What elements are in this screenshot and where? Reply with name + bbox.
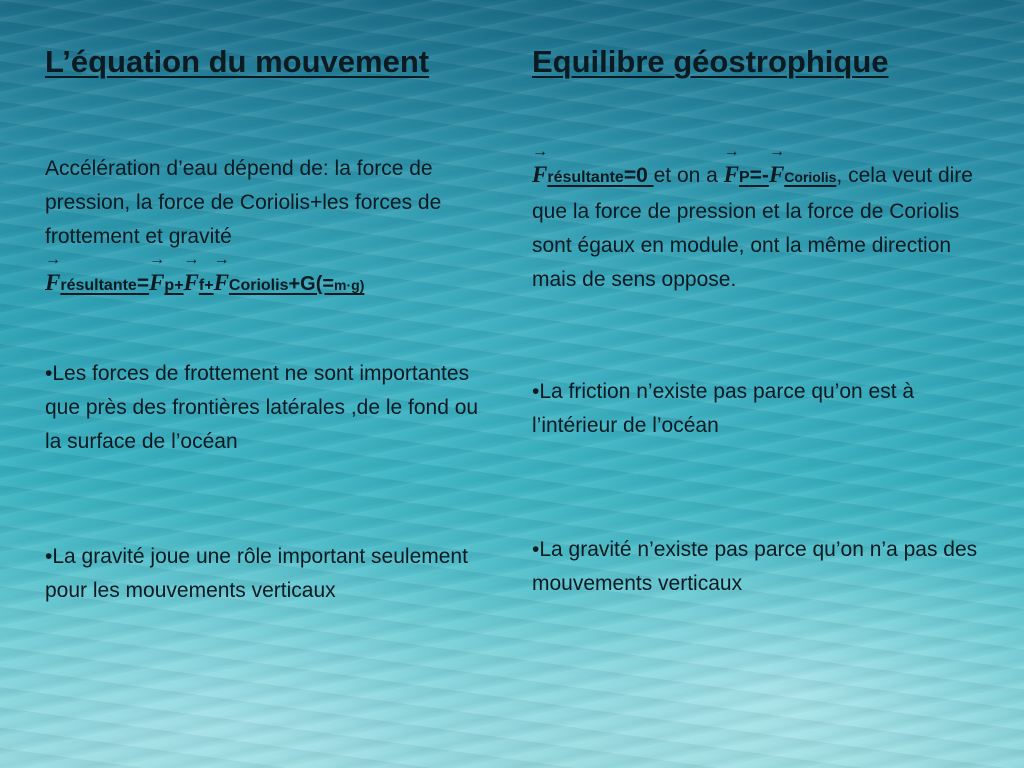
left-column-title: L’équation du mouvement (45, 44, 430, 79)
resultant-subscript-right: résultante (547, 169, 624, 186)
right-intro-text (532, 158, 992, 297)
motion-equation (45, 266, 495, 303)
equilibrium-explanation: , cela veut dire que la force de pression et la force de Coriolis sont égaux en module, ont la même direction mais de sens oppose. (532, 164, 973, 291)
friction-subscript: f+ (198, 277, 214, 294)
force-resultant-vector-right: → F (532, 158, 547, 192)
force-pressure-vector-right: → F (724, 158, 739, 192)
gravity-definition: m·g) (334, 277, 365, 293)
force-resultant-vector: → F (45, 266, 60, 300)
coriolis-subscript-right: Coriolis (784, 169, 837, 185)
coriolis-subscript: Coriolis (228, 277, 289, 294)
right-bullet-friction: •La friction n’existe pas parce qu’on est à l’intérieur de l’océan (532, 380, 915, 437)
right-column-title: Equilibre géostrophique (532, 44, 889, 79)
pressure-subscript-right: P (739, 169, 750, 186)
right-bullet-gravity: •La gravité n’existe pas parce qu’on n’a pas des mouvements verticaux (532, 538, 978, 595)
force-friction-vector: → F (184, 266, 199, 300)
equals-sign: = (136, 272, 150, 295)
force-pressure-vector: → F (149, 266, 164, 300)
equals-zero: =0 (623, 164, 654, 187)
force-coriolis-vector-right: → F (769, 158, 784, 192)
resultant-zero-equation (532, 164, 654, 187)
left-bullet-friction: •Les forces de frottement ne sont importantes que près des frontières latérales ,de le fond ou la surface de l’océan (45, 362, 479, 453)
equals-minus-sign: =- (749, 164, 769, 187)
pressure-coriolis-equation (724, 164, 837, 187)
force-coriolis-vector: → F (214, 266, 229, 300)
gravity-term: +G(= (288, 273, 335, 295)
connector-text: et on a (653, 164, 724, 187)
left-intro-text: Accélération d’eau dépend de: la force de pression, la force de Coriolis+les forces de frottement et gravité (45, 157, 442, 248)
resultant-subscript: résultante (60, 277, 137, 294)
pressure-subscript: p+ (164, 277, 184, 294)
left-bullet-gravity: •La gravité joue une rôle important seulement pour les mouvements verticaux (45, 545, 468, 602)
